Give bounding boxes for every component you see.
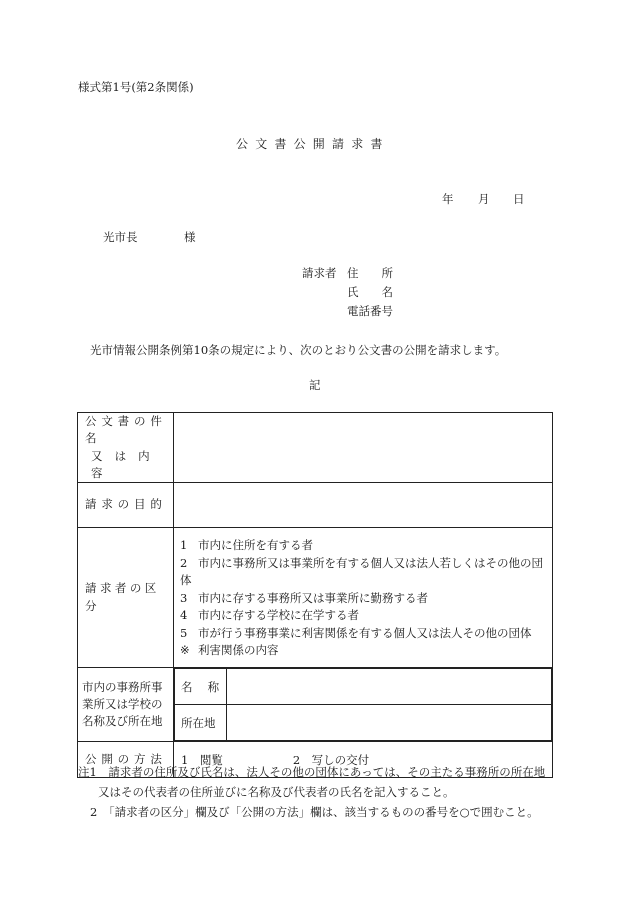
field-request-purpose[interactable] [174,483,553,528]
document-title: 公文書公開請求書 [236,137,390,151]
date-year: 年 [442,192,454,206]
note-1-line-2: 又はその代表者の住所並びに名称及び代表者の氏名を記入すること。 [98,785,455,799]
label-requester-category: 請求者の区分 [78,528,174,668]
field-office-location[interactable] [227,705,552,741]
category-option-3[interactable]: 3 市内に存する事務所又は事業所に勤務する者 [180,590,428,605]
office-school-subtable [174,668,553,742]
category-option-2[interactable]: 2 市内に事務所又は事業所を有する個人又は法人若しくはその他の団体 [180,555,543,588]
addressee-suffix: 様 [184,230,196,244]
sub-label-name: 名 称 [175,669,227,705]
requester-phone-label: 電話番号 [347,304,393,318]
addressee: 光市長 [103,230,138,244]
requester-name-label: 氏 名 [347,285,393,299]
note-1-line-1: 注1 請求者の住所及び氏名は、法人その他の団体にあっては、その主たる事務所の所在地 [78,765,546,779]
category-option-5[interactable]: 5 市が行う事務事業に利害関係を有する個人又は法人その他の団体 [180,625,532,640]
row-office-school [78,668,553,742]
row-document-subject [78,413,553,483]
requester-address-label: 住 所 [347,266,393,280]
method-option-inspection[interactable]: 1 閲覧 [181,752,223,767]
requester-label: 請求者 [302,266,337,280]
category-option-4[interactable]: 4 市内に存する学校に在学する者 [180,608,359,623]
row-request-purpose [78,483,553,528]
requester-category-list [174,528,553,668]
method-option-copy[interactable]: 2 写しの交付 [292,752,370,767]
field-office-name[interactable] [227,669,552,705]
row-requester-category [78,528,553,668]
form-number: 様式第1号(第2条関係) [78,80,194,94]
request-form-table [77,412,553,778]
date-day: 日 [513,192,525,206]
request-statement: 光市情報公開条例第10条の規定により、次のとおり公文書の公開を請求します。 [90,343,507,357]
label-document-subject: 公文書の件名 又は内容 [78,413,174,483]
label-request-purpose: 請求の目的 [78,483,174,528]
label-disclosure-method: 公開の方法 [78,742,174,778]
sub-label-location: 所在地 [175,705,227,741]
category-interest-note[interactable]: ※ 利害関係の内容 [180,643,279,658]
date-month: 月 [478,192,490,206]
category-option-1[interactable]: 1 市内に住所を有する者 [180,538,313,553]
note-2: 2 「請求者の区分」欄及び「公開の方法」欄は、該当するものの番号を○で囲むこと。 [90,805,539,819]
ki-heading: 記 [309,378,321,392]
label-office-school: 市内の事務所事 業所又は学校の 名称及び所在地 [78,668,174,742]
field-document-subject[interactable] [174,413,553,483]
